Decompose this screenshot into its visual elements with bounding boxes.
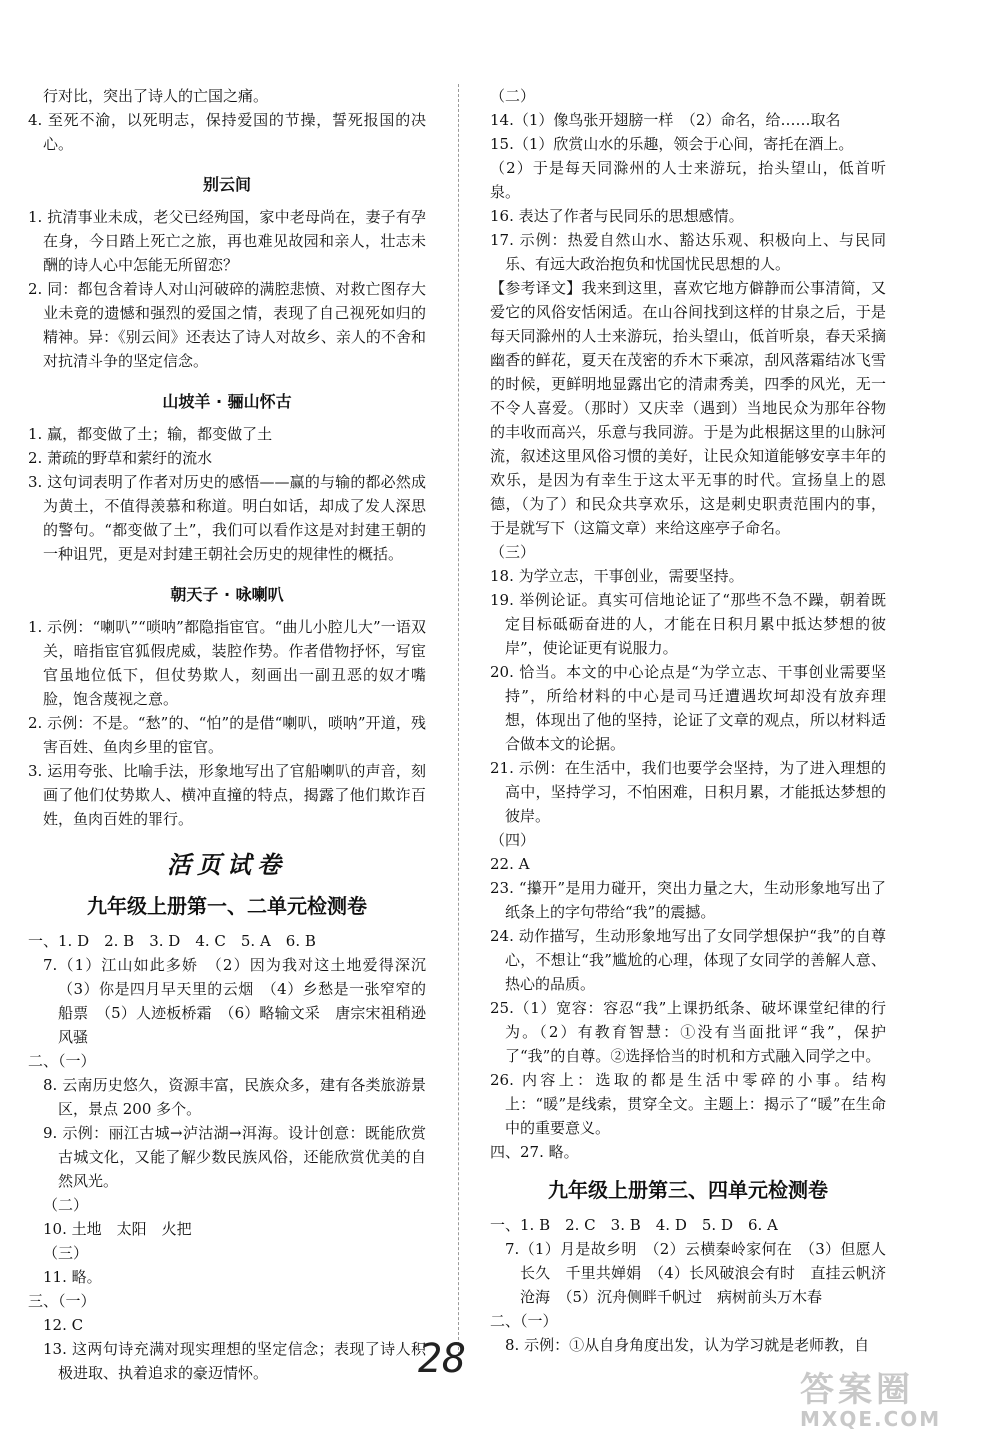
r-q14: 14.（1）像鸟张开翅膀一样 （2）命名，给……取名 (490, 111, 841, 129)
r-q25: 25.（1）宽容：容忍“我”上课扔纸条、破坏课堂纪律的行为。（2）有教育智慧：①没有当面批评“我”，保护了“我”的自尊。②选择恰当的时机和方式融入同学之中。 (490, 999, 886, 1065)
exam2-part1-answers: 一、1. B 2. C 3. B 4. D 5. D 6. A (490, 1216, 778, 1234)
exam1-q13: 13. 这两句诗充满对现实理想的坚定信念；表现了诗人积极进取、执着追求的豪迈情怀。 (43, 1340, 426, 1382)
r-q15a: 15.（1）欣赏山水的乐趣，领会于心间，寄托在酒上。 (490, 135, 854, 153)
chaotianzi-item-2: 2. 示例：不是。“愁”的、“怕”的是借“喇叭，唢呐”开道，残害百姓、鱼肉乡里的宦官。 (28, 714, 426, 756)
shanpoyang-item-1: 1. 赢，都变做了土；输，都变做了土 (28, 425, 273, 443)
r-q19: 19. 举例论证。真实可信地论证了“那些不急不躁，朝着既定目标砥砺奋进的人，才能在日积月累中抵达梦想的彼岸”，使论证更有说服力。 (490, 591, 886, 657)
r-q17: 17. 示例：热爱自然山水、豁达乐观、积极向上、与民同乐、有远大政治抱负和忧国忧民思想的人。 (490, 231, 886, 273)
r-q22: 22. A (490, 855, 530, 873)
section-title-bieyunjian: 别云间 (202, 175, 251, 194)
r-sub2: （二） (490, 87, 536, 105)
shanpoyang-item-3: 3. 这句词表明了作者对历史的感悟——赢的与输的都必然成为黄土，不值得羡慕和称道。明白如话，却成了发人深思的警句。“都变做了土”，我们可以看作这是对封建王朝的一种诅咒，更是对封建王朝社会历史的规律性的概括。 (28, 473, 426, 563)
r-sub4: （四） (490, 831, 536, 849)
chaotianzi-item-3: 3. 运用夸张、比喻手法，形象地写出了官船喇叭的声音，刻画了他们仗势欺人、横冲直撞的特点，揭露了他们欺诈百姓，鱼肉百姓的罪行。 (28, 762, 426, 828)
watermark-en: MXQE.COM (800, 1407, 942, 1431)
section-title-shanpoyang: 山坡羊 · 骊山怀古 (162, 392, 292, 411)
intro-item-4: 4. 至死不渝，以死明志，保持爱国的节操，誓死报国的决心。 (28, 111, 426, 153)
exam1-part2-heading: 二、（一） (28, 1052, 96, 1070)
exam1-q10: 10. 土地 太阳 火把 (43, 1220, 192, 1238)
exam1-q9: 9. 示例：丽江古城→泸沽湖→洱海。设计创意：既能欣赏古城文化，又能了解少数民族风俗，还能欣赏优美的自然风光。 (43, 1124, 426, 1190)
watermark-cn: 答案圈 (800, 1370, 914, 1410)
huoye-shijuan-heading: 活页试卷 (167, 850, 287, 879)
r-q20: 20. 恰当。本文的中心论点是“为学立志、干事创业需要坚持”，所给材料的中心是司马迁遭遇坎坷却没有放弃理想，体现出了他的坚持，论证了文章的观点，所以材料适合做本文的论据。 (490, 663, 886, 753)
exam1-part1-answers: 一、1. D 2. B 3. D 4. C 5. A 6. B (28, 932, 316, 950)
r-q21: 21. 示例：在生活中，我们也要学会坚持，为了进入理想的高中，坚持学习，不怕困难，日积月累，才能抵达梦想的彼岸。 (490, 759, 886, 825)
bieyunjian-item-2: 2. 同：都包含着诗人对山河破碎的满腔悲愤、对救亡图存大业未竟的遗憾和强烈的爱国之情，表现了自己视死如归的精神。异：《别云间》还表达了诗人对故乡、亲人的不舍和对抗清斗争的坚定信念。 (28, 280, 426, 370)
r-reference-translation: 【参考译文】我来到这里，喜欢它地方僻静而公事清简，又爱它的风俗安恬闲适。在山谷间找到这样的甘泉之后，于是每天同滁州的人士来游玩，抬头望山，低首听泉，春天采摘幽香的鲜花，夏天在茂密的乔木下乘凉，刮风落霜结冰飞雪的时候，更鲜明地显露出它的清肃秀美，四季的风光，无一不令人喜爱。（那时）又庆幸（遇到）当地民众为那年谷物的丰收而高兴，乐意与我同游。于是为此根据这里的山脉河流，叙述这里风俗习惯的美好，让民众知道能够安享丰年的欢乐，是因为有幸生于这太平无事的时代。宣扬皇上的恩德，（为了）和民众共享欢乐，这是刺史职责范围内的事，于是就写下（这篇文章）来给这座亭子命名。 (490, 279, 886, 537)
exam2-q8: 8. 示例：①从自身角度出发，认为学习就是老师教，自 (505, 1336, 870, 1354)
r-q27: 四、27. 略。 (490, 1143, 579, 1161)
r-q26: 26. 内容上：选取的都是生活中零碎的小事。结构上：“暖”是线索，贯穿全文。主题上：揭示了“暖”在生命中的重要意义。 (490, 1071, 886, 1137)
r-q24: 24. 动作描写，生动形象地写出了女同学想保护“我”的自尊心，不想让“我”尴尬的心理，体现了女同学的善解人意、热心的品质。 (490, 927, 886, 993)
r-sub3: （三） (490, 543, 536, 561)
exam2-title: 九年级上册第三、四单元检测卷 (548, 1178, 828, 1202)
exam1-title: 九年级上册第一、二单元检测卷 (87, 894, 367, 918)
exam1-q12: 12. C (43, 1316, 84, 1334)
r-q16: 16. 表达了作者与民同乐的思想感情。 (490, 207, 744, 225)
exam1-q7: 7.（1）江山如此多娇 （2）因为我对这土地爱得深沉 （3）你是四月早天里的云烟 （4）乡愁是一张窄窄的船票 （5）人迹板桥霜 （6）略输文采 唐宗宋祖稍逊风骚 (43, 956, 442, 1046)
watermark-logo (800, 1362, 941, 1431)
shanpoyang-item-2: 2. 萧疏的野草和萦纡的流水 (28, 449, 213, 467)
r-q15b: （2）于是每天同滁州的人士来游玩，抬头望山，低首听泉。 (490, 159, 886, 201)
left-column (28, 84, 442, 1385)
r-q18: 18. 为学立志，干事创业，需要坚持。 (490, 567, 744, 585)
bieyunjian-item-1: 1. 抗清事业未成，老父已经殉国，家中老母尚在，妻子有孕在身，今日踏上死亡之旅，再也难见故园和亲人，壮志未酬的诗人心中怎能无所留恋？ (28, 208, 426, 274)
exam1-q8: 8. 云南历史悠久，资源丰富，民族众多，建有各类旅游景区，景点 200 多个。 (43, 1076, 426, 1118)
page-number: 28 (418, 1336, 467, 1382)
exam1-q11: 11. 略。 (43, 1268, 102, 1286)
exam2-part2-heading: 二、（一） (490, 1312, 558, 1330)
section-title-chaotianzi: 朝天子 · 咏喇叭 (170, 585, 284, 604)
column-divider (458, 84, 460, 1360)
exam1-sub3: （三） (43, 1244, 89, 1262)
r-q23: 23. “攥开”是用力碰开，突出力量之大，生动形象地写出了纸条上的字句带给“我”的震撼。 (490, 879, 886, 921)
exam2-q7: 7.（1）月是故乡明 （2）云横秦岭家何在 （3）但愿人长久 千里共婵娟 （4）长风破浪会有时 直挂云帆济沧海 （5）沉舟侧畔千帆过 病树前头万木春 (505, 1240, 886, 1306)
right-column (490, 84, 886, 1357)
chaotianzi-item-1: 1. 示例：“喇叭”“唢呐”都隐指宦官。“曲儿小腔儿大”一语双关，暗指宦官狐假虎威，装腔作势。作者借物抒怀，写宦官虽地位低下，但仗势欺人，刻画出一副丑恶的奴才嘴脸，饱含蔑视之意。 (28, 618, 426, 708)
intro-line-1: 行对比，突出了诗人的亡国之痛。 (43, 87, 269, 105)
exam1-part3-heading: 三、（一） (28, 1292, 96, 1310)
exam1-sub2: （二） (43, 1196, 89, 1214)
